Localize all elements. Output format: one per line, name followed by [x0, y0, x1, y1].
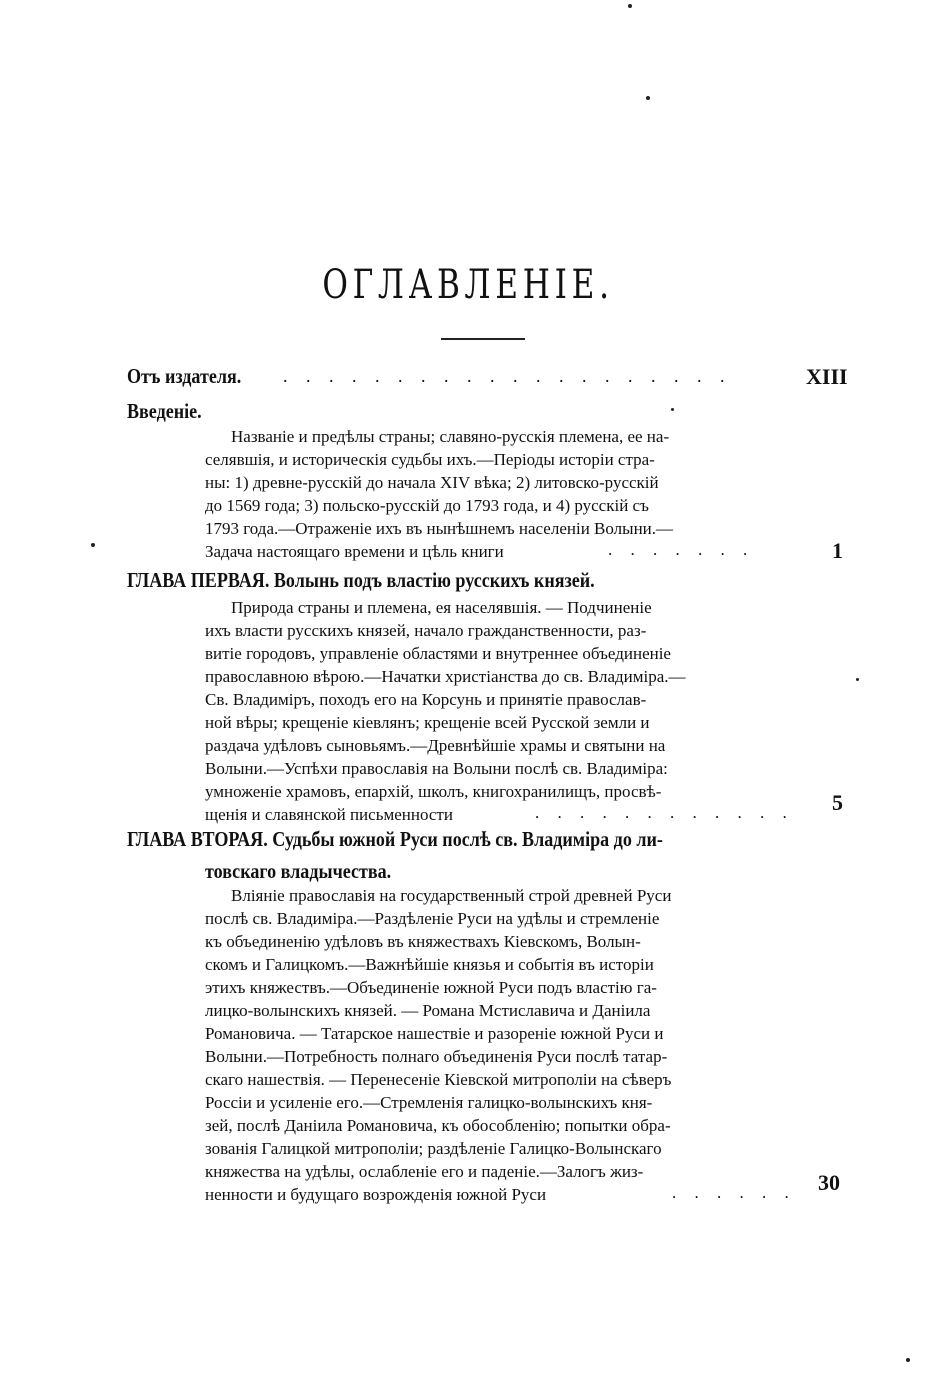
entry-heading-chapter-1: ГЛАВА ПЕРВАЯ. Волынь подъ властію русскихъ князей. — [127, 568, 595, 592]
entry-dots-chapter-1: . . . . . . . . . . . . — [535, 803, 794, 822]
scan-speck — [856, 678, 859, 681]
entry-dots-chapter-2: . . . . . . — [672, 1183, 796, 1202]
entry-heading-chapter-2: ГЛАВА ВТОРАЯ. Судьбы южной Руси послѣ св. Владиміра до ли- — [127, 827, 663, 851]
entry-text-line: 1793 года.—Отраженіе ихъ въ нынѣшнемъ населеніи Волыни.— — [205, 519, 674, 538]
entry-text-line: Волыни.—Успѣхи православія на Волыни послѣ св. Владиміра: — [205, 759, 668, 778]
entry-text-line: раздача удѣловъ сыновьямъ.—Древнѣйшіе храмы и святыни на — [205, 736, 666, 755]
entry-text-line: лицко-волынскихъ князей. — Романа Мстиславича и Даніила — [205, 1001, 651, 1020]
entry-text-line: этихъ княжествъ.—Объединеніе южной Руси подъ властію га- — [205, 978, 657, 997]
entry-text-line: православною вѣрою.—Начатки христіанства до св. Владиміра.— — [205, 667, 686, 686]
entry-text-line: Задача настоящаго времени и цѣль книги — [205, 542, 504, 561]
entry-text-line: Волыни.—Потребность полнаго объединенія Руси послѣ татар- — [205, 1047, 668, 1066]
entry-heading-publisher: Отъ издателя. — [127, 364, 242, 388]
entry-text-line: умноженіе храмовъ, епархій, школъ, книгохранилищъ, просвѣ- — [205, 782, 662, 801]
entry-heading-chapter-2-cont: товскаго владычества. — [205, 859, 392, 883]
entry-text-line: скомъ и Галицкомъ.—Важнѣйшіе князья и событія въ исторіи — [205, 955, 654, 974]
entry-dots-publisher: . . . . . . . . . . . . . . . . . . . . — [283, 366, 732, 386]
scan-speck — [906, 1358, 910, 1362]
scan-speck — [91, 543, 95, 547]
entry-text-line: ненности и будущаго возрожденія южной Руси — [205, 1185, 547, 1204]
entry-text-line: Россіи и усиленіе его.—Стремленія галицко-волынскихъ кня- — [205, 1093, 653, 1112]
scan-speck — [628, 4, 632, 8]
scan-speck — [646, 96, 650, 100]
entry-text-line: витіе городовъ, управленіе областями и внутреннее объединеніе — [205, 644, 671, 663]
entry-text-line: ихъ власти русскихъ князей, начало гражданственности, раз- — [205, 621, 647, 640]
entry-text-line: княжества на удѣлы, ослабленіе его и паденіе.—Залогъ жиз- — [205, 1162, 644, 1181]
entry-text-line: ной вѣры; крещеніе кіевлянъ; крещеніе всей Русской земли и — [205, 713, 650, 732]
entry-text-line: къ объединенію удѣловъ въ княжествахъ Кіевскомъ, Волын- — [205, 932, 641, 951]
entry-text-line: селявшія, и историческія судьбы ихъ.—Періоды исторіи стра- — [205, 450, 655, 469]
entry-text-line: щенія и славянской письменности — [205, 805, 453, 824]
entry-text-line: скаго нашествія. — Перенесеніе Кіевской митрополіи на сѣверъ — [205, 1070, 672, 1089]
entry-page-chapter-2: 30 — [818, 1170, 840, 1195]
page-title: ОГЛАВЛЕНІЕ. — [322, 262, 614, 308]
entry-text-line: Названіе и предѣлы страны; славяно-русскія племена, ее на- — [231, 427, 670, 446]
entry-text-line: зей, послѣ Даніила Романовича, къ обособленію; попытки обра- — [205, 1116, 671, 1135]
entry-heading-introduction: Введеніе. — [127, 399, 202, 423]
scan-speck — [671, 408, 674, 411]
entry-text-line: Романовича. — Татарское нашествіе и разореніе южной Руси и — [205, 1024, 664, 1043]
entry-text-line: до 1569 года; 3) польско-русскій до 1793 года, и 4) русскій съ — [205, 496, 649, 515]
title-rule — [441, 338, 525, 340]
entry-page-chapter-1: 5 — [832, 790, 843, 815]
entry-text-line: Св. Владиміръ, походъ его на Корсунь и принятіе православ- — [205, 690, 647, 709]
entry-text-line: ны: 1) древне-русскій до начала XIV вѣка; 2) литовско-русскій — [205, 473, 659, 492]
entry-page-introduction: 1 — [832, 538, 843, 563]
entry-page-publisher: XIII — [806, 364, 848, 389]
entry-dots-introduction: . . . . . . . — [608, 540, 755, 559]
entry-text-line: зованія Галицкой митрополіи; раздѣленіе Галицко-Волынскаго — [205, 1139, 662, 1158]
entry-text-line: послѣ св. Владиміра.—Раздѣленіе Руси на удѣлы и стремленіе — [205, 909, 660, 928]
entry-text-line: Природа страны и племена, ея населявшія. — Подчиненіе — [231, 598, 652, 617]
entry-text-line: Вліяніе православія на государственный строй древней Руси — [231, 886, 672, 905]
